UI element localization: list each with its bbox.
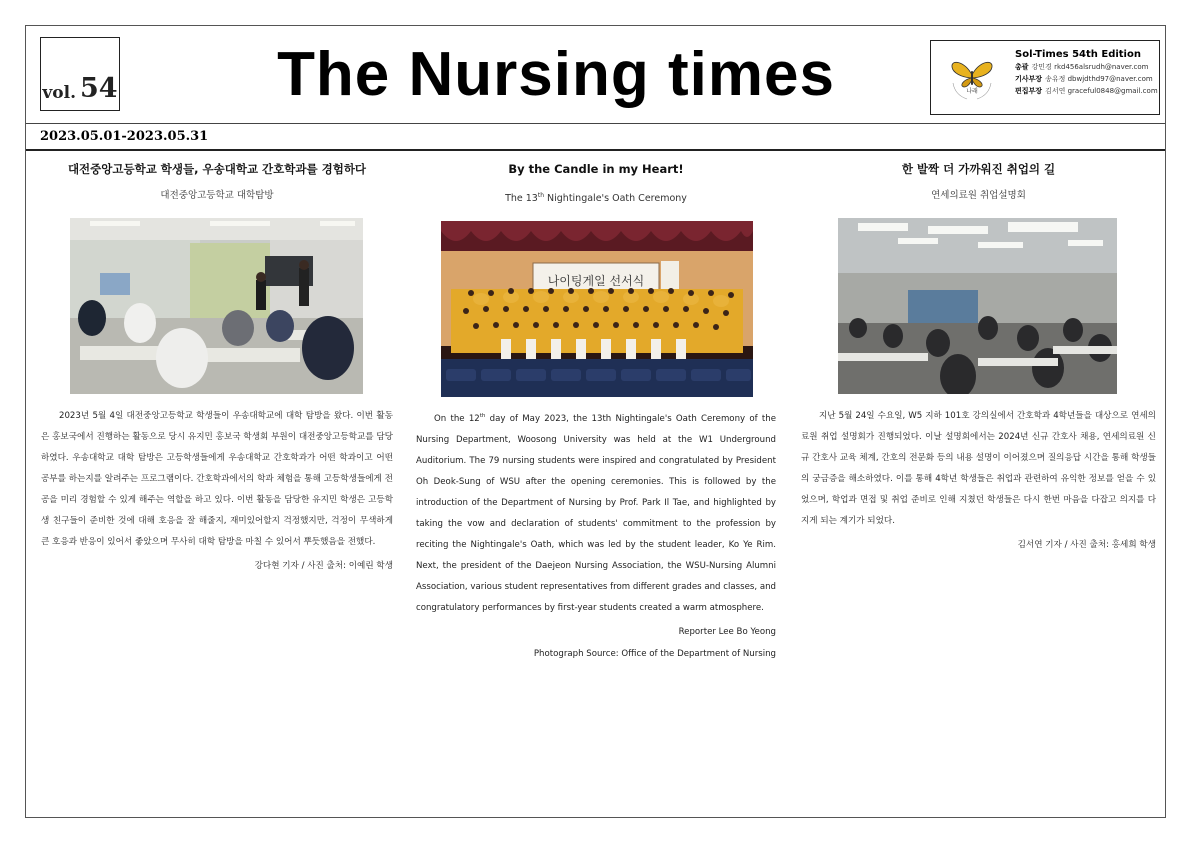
article-subtitle: The 13th Nightingale's Oath Ceremony	[505, 192, 687, 205]
lecture-hall-photo	[838, 218, 1117, 394]
staff-list	[1015, 49, 1158, 97]
butterfly-logo-icon	[947, 53, 997, 103]
article-body: On the 12th day of May 2023, the 13th Nightingale's Oath Ceremony of the Nursing Department, Woosong University was held at the W1 Underground Auditorium. The 79 nursing students were inspired and congratulated by President Oh Deok-Sung of WSU after the opening ceremonies. This is followed by the introduction of the Department of Nursing by Prof. Park Il Tae, and highlighted by taking the vow and declaration of students' commitment to the profession by reciting the Nightingale's Oath, which was led by the student leader, Ko Ye Rim. Next, the president of the Daejeon Nursing Association, the WSU-Nursing Alumni Association, various student representatives from different grades and classes, and congratulatory performances by first-year students created a warm atmosphere.	[416, 413, 776, 614]
article-oath-ceremony	[416, 161, 776, 665]
article-credit: 강다현 기자 / 사진 출처: 이예린 학생	[254, 561, 393, 571]
article-highschool-visit	[41, 161, 393, 577]
article-title: 한 발짝 더 가까워진 취업의 길	[901, 162, 1056, 176]
staff-row: 기사부장 송유정 dbwjdthd97@naver.com	[1015, 75, 1153, 83]
edition-title: Sol-Times 54th Edition	[1015, 49, 1141, 60]
edition-info-box	[930, 40, 1160, 115]
article-body: 지난 5월 24일 수요일, W5 지하 101호 강의실에서 간호학과 4학년들을 대상으로 연세의료원 취업 설명회가 진행되었다. 이날 설명회에서는 2024년 신규 간호사 채용, 연세의료원 신규 간호사 교육 체계, 간호의 전문화 등의 내용 설명이 이어졌으며 질의응답 시간을 통해 학생들의 궁금증을 해소하였다. 이를 통해 4학년 학생들은 취업과 관련하여 유익한 정보를 얻을 수 있었으며, 학업과 면접 및 취업 준비로 인해 지쳤던 학생들은 다시 한번 마음을 다잡고 의지를 다지게 되는 계기가 되었다.	[801, 411, 1156, 526]
newspaper-page	[25, 25, 1166, 818]
volume-box	[40, 37, 120, 111]
masthead-title: The Nursing times	[277, 40, 835, 109]
article-credit-reporter: Reporter Lee Bo Yeong	[678, 627, 776, 638]
header-rule	[26, 123, 1165, 124]
article-subtitle: 대전중앙고등학교 대학탐방	[160, 190, 274, 201]
classroom-photo	[70, 218, 363, 394]
article-credit: 김서연 기자 / 사진 출처: 홍세희 학생	[1017, 540, 1156, 550]
banner-text: 나이팅게일 선서식	[547, 274, 645, 289]
date-rule	[26, 149, 1165, 151]
volume-label: vol.	[42, 83, 76, 103]
article-title: By the Candle in my Heart!	[508, 162, 684, 176]
volume-number: 54	[80, 73, 118, 104]
date-range: 2023.05.01-2023.05.31	[40, 129, 209, 144]
logo-text: 나래	[966, 88, 978, 95]
article-job-briefing	[801, 161, 1156, 556]
article-body: 2023년 5월 4일 대전중앙고등학교 학생들이 우송대학교에 대학 탐방을 왔다. 이번 활동은 홍보국에서 진행하는 활동으로 당시 유지민 홍보국 학생회 부원이 대전중앙고등학교를 담당하였다. 우송대학교 대학 탐방은 고등학생들에게 우송대학교 간호학과가 어떤 학과이고 어떤 공부를 하는지를 알려주는 프로그램이다. 간호학과에서의 학과 체험을 통해 고등학생들에게 전공을 미리 경험할 수 있게 해주는 역할을 하고 있다. 이번 활동을 담당한 유지민 학생은 고등학생 친구들이 준비한 것에 대해 호응을 잘 해줄지, 재미있어할지 걱정했지만, 걱정이 무색하게 큰 호응과 반응이 있어서 좋았으며 무사히 대학 탐방을 마칠 수 있어서 뿌듯했음을 전했다.	[41, 411, 393, 547]
article-credit-photo: Photograph Source: Office of the Department of Nursing	[533, 649, 776, 660]
staff-row: 총괄 강민경 rkd456alsrudh@naver.com	[1015, 63, 1149, 71]
article-title: 대전중앙고등학교 학생들, 우송대학교 간호학과를 경험하다	[67, 162, 367, 176]
ceremony-photo	[441, 221, 753, 397]
staff-row: 편집부장 김서연 graceful0848@gmail.com	[1015, 87, 1158, 95]
article-subtitle: 연세의료원 취업설명회	[931, 190, 1026, 201]
